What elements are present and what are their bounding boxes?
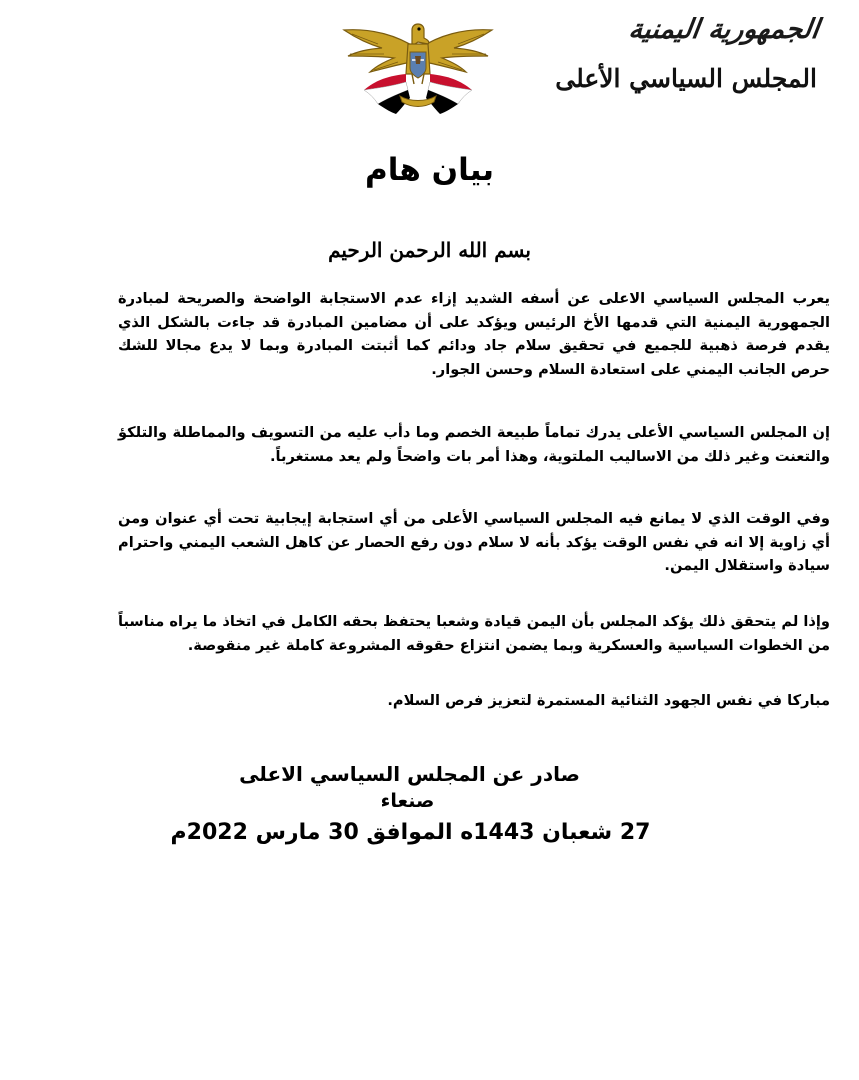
basmala: بسم الله الرحمن الرحيم bbox=[328, 238, 531, 262]
statement-paragraph-4: وإذا لم يتحقق ذلك يؤكد المجلس بأن اليمن قيادة وشعبا يحتفظ بحقه الكامل في اتخاذ ما يراه مناسباً من الخطوات السياسية والعسكرية وبما يضمن انتزاع حقوقه المشروعة كاملة غير منقوصة. bbox=[118, 613, 830, 654]
statement-paragraph-3: وفي الوقت الذي لا يمانع فيه المجلس السياسي الأعلى من أي استجابة إيجابية تحت أي عنوان ومن أي زاوية إلا انه في نفس الوقت يؤكد بأنه لا سلام دون رفع الحصار عن كاهل الشعب اليمني واحترام سيادة واستقلال اليمن. bbox=[118, 510, 830, 574]
signature-issuer: صادر عن المجلس السياسي الاعلى bbox=[239, 762, 580, 786]
yemen-eagle-emblem-icon bbox=[338, 18, 498, 118]
signature-date: 27 شعبان 1443ه الموافق 30 مارس 2022م bbox=[170, 820, 651, 845]
statement-paragraph-2: إن المجلس السياسي الأعلى يدرك تماماً طبيعة الخصم وما دأب عليه من التسويف والمماطلة والتلكؤ والتعنت وغير ذلك من الاساليب الملتوية، وهذا أمر بات واضحاً ولم يعد مستغرباً. bbox=[118, 424, 830, 465]
statement-paragraph-5: مباركا في نفس الجهود الثنائية المستمرة لتعزيز فرص السلام. bbox=[387, 692, 830, 709]
statement-title: بيان هام bbox=[364, 152, 495, 188]
council-name: المجلس السياسي الأعلى bbox=[555, 64, 817, 93]
letterhead bbox=[555, 14, 822, 104]
signature-city: صنعاء bbox=[380, 790, 435, 812]
republic-name: الجمهورية اليمنية bbox=[626, 14, 822, 45]
statement-paragraph-1: يعرب المجلس السياسي الاعلى عن أسفه الشديد إزاء عدم الاستجابة الواضحة والصريحة لمبادرة الجمهورية اليمنية التي قدمها الأخ الرئيس ويؤكد على أن مضامين المبادرة قد جاءت بالشكل الذي يقدم فرصة ذهبية للجميع في تحقيق سلام جاد ودائم كما أثبتت المبادرة وبما لا يدع مجالا للشك حرص الجانب اليمني على استعادة السلام وحسن الجوار. bbox=[118, 290, 830, 378]
